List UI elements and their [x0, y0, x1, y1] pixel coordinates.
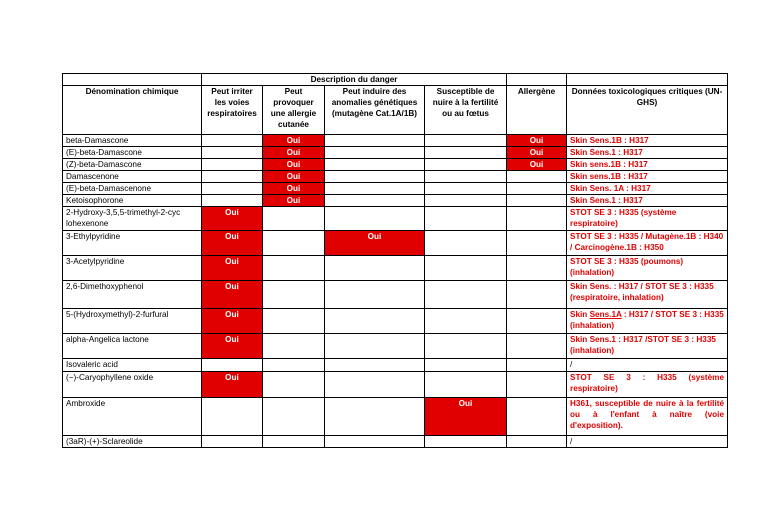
cell-skin-allergy — [263, 334, 325, 359]
flag-respiratory: Oui — [202, 372, 263, 398]
tox-value: Skin Sens.1B : H317 — [567, 135, 728, 147]
cell-mutagenic — [325, 195, 425, 207]
header-mutagenic: Peut induire des anomalies génétiques (mutagène Cat.1A/1B) — [325, 86, 425, 135]
chemical-name: (E)-beta-Damascenone — [63, 183, 202, 195]
chemical-name: (−)-Caryophyllene oxide — [63, 372, 202, 398]
cell-allergen — [507, 309, 567, 334]
tox-value: STOT SE 3 : H335 (système respiratoire) — [567, 372, 728, 398]
cell-allergen — [507, 171, 567, 183]
cell-mutagenic — [325, 135, 425, 147]
table-row — [63, 334, 728, 359]
tox-value: STOT SE 3 : H335 (poumons) (inhalation) — [567, 256, 728, 281]
tox-value: / — [567, 436, 728, 448]
cell-skin-allergy — [263, 359, 325, 372]
cell-respiratory — [202, 398, 263, 436]
tox-value: Skin sens.1B : H317 — [567, 159, 728, 171]
header-chemical-name: Dénomination chimique — [63, 86, 202, 135]
table-row — [63, 159, 728, 171]
chemical-name: 2-Hydroxy-3,5,5-trimethyl-2-cyc lohexenone — [63, 207, 202, 231]
cell-skin-allergy — [263, 372, 325, 398]
cell-skin-allergy — [263, 309, 325, 334]
group-header: Description du danger — [202, 74, 507, 86]
chemical-name: 5-(Hydroxymethyl)-2-furfural — [63, 309, 202, 334]
header-empty-cell — [507, 74, 567, 86]
cell-allergen — [507, 183, 567, 195]
table-row — [63, 256, 728, 281]
cell-mutagenic — [325, 207, 425, 231]
flag-respiratory: Oui — [202, 207, 263, 231]
tox-value: H361, susceptible de nuire à la fertilité ou à l'enfant à naître (voie d'exposition). — [567, 398, 728, 436]
table-row — [63, 281, 728, 309]
table-row — [63, 171, 728, 183]
header-fertility: Susceptible de nuire à la fertilité ou au fœtus — [425, 86, 507, 135]
table-row — [63, 398, 728, 436]
cell-mutagenic — [325, 171, 425, 183]
tox-value: Skin Sens.1 : H317 /STOT SE 3 : H335 (inhalation) — [567, 334, 728, 359]
cell-fertility — [425, 436, 507, 448]
chemical-name: (Z)-beta-Damascone — [63, 159, 202, 171]
cell-fertility — [425, 135, 507, 147]
flag-skin-allergy: Oui — [263, 183, 325, 195]
tox-value — [567, 309, 728, 334]
flag-allergen: Oui — [507, 159, 567, 171]
cell-mutagenic — [325, 281, 425, 309]
tox-value-underlined: Sens.1A — [589, 310, 622, 319]
cell-allergen — [507, 281, 567, 309]
cell-respiratory — [202, 359, 263, 372]
cell-allergen — [507, 195, 567, 207]
group-header-row — [63, 74, 728, 86]
cell-fertility — [425, 256, 507, 281]
cell-respiratory — [202, 159, 263, 171]
flag-skin-allergy: Oui — [263, 147, 325, 159]
flag-respiratory: Oui — [202, 256, 263, 281]
tox-value-part: Skin — [570, 310, 590, 319]
flag-skin-allergy: Oui — [263, 195, 325, 207]
cell-fertility — [425, 231, 507, 256]
table-row — [63, 309, 728, 334]
cell-respiratory — [202, 171, 263, 183]
cell-allergen — [507, 334, 567, 359]
tox-value: / — [567, 359, 728, 372]
flag-respiratory: Oui — [202, 309, 263, 334]
cell-respiratory — [202, 436, 263, 448]
flag-skin-allergy: Oui — [263, 171, 325, 183]
table-row — [63, 183, 728, 195]
chemical-name: beta-Damascone — [63, 135, 202, 147]
chemical-name: 2,6-Dimethoxyphenol — [63, 281, 202, 309]
table-row — [63, 195, 728, 207]
tox-value: Skin Sens.1 : H317 — [567, 147, 728, 159]
cell-mutagenic — [325, 147, 425, 159]
tox-value: Skin Sens. : H317 / STOT SE 3 : H335 (respiratoire, inhalation) — [567, 281, 728, 309]
cell-fertility — [425, 372, 507, 398]
toxicology-table — [62, 73, 728, 448]
header-allergen: Allergène — [507, 86, 567, 135]
cell-respiratory — [202, 195, 263, 207]
chemical-name: alpha-Angelica lactone — [63, 334, 202, 359]
cell-respiratory — [202, 135, 263, 147]
cell-allergen — [507, 207, 567, 231]
cell-skin-allergy — [263, 231, 325, 256]
chemical-name: Ketoisophorone — [63, 195, 202, 207]
cell-fertility — [425, 171, 507, 183]
cell-mutagenic — [325, 309, 425, 334]
tox-value: Skin Sens.1 : H317 — [567, 195, 728, 207]
cell-skin-allergy — [263, 256, 325, 281]
chemical-name: Ambroxide — [63, 398, 202, 436]
cell-mutagenic — [325, 359, 425, 372]
tox-value: STOT SE 3 : H335 (système respiratoire) — [567, 207, 728, 231]
table-row — [63, 231, 728, 256]
cell-allergen — [507, 359, 567, 372]
cell-skin-allergy — [263, 207, 325, 231]
cell-respiratory — [202, 147, 263, 159]
cell-mutagenic — [325, 398, 425, 436]
chemical-name: Isovaleric acid — [63, 359, 202, 372]
cell-skin-allergy — [263, 398, 325, 436]
header-empty-cell — [567, 74, 728, 86]
chemical-name: (3aR)-(+)-Sclareolide — [63, 436, 202, 448]
cell-skin-allergy — [263, 281, 325, 309]
flag-respiratory: Oui — [202, 281, 263, 309]
cell-fertility — [425, 281, 507, 309]
flag-allergen: Oui — [507, 147, 567, 159]
table-row — [63, 147, 728, 159]
flag-fertility: Oui — [425, 398, 507, 436]
chemical-name: Damascenone — [63, 171, 202, 183]
chemical-name: 3-Ethylpyridine — [63, 231, 202, 256]
cell-allergen — [507, 231, 567, 256]
cell-mutagenic — [325, 334, 425, 359]
cell-mutagenic — [325, 436, 425, 448]
chemical-name: (E)-beta-Damascone — [63, 147, 202, 159]
tox-value: STOT SE 3 : H335 / Mutagène.1B : H340 / Carcinogène.1B : H350 — [567, 231, 728, 256]
cell-mutagenic — [325, 256, 425, 281]
header-empty-cell — [63, 74, 202, 86]
cell-mutagenic — [325, 159, 425, 171]
cell-fertility — [425, 309, 507, 334]
tox-value-part: : H317 / STOT SE 3 : H335 (inhalation) — [570, 310, 724, 330]
flag-allergen: Oui — [507, 135, 567, 147]
column-header-row — [63, 86, 728, 135]
cell-fertility — [425, 159, 507, 171]
cell-allergen — [507, 398, 567, 436]
chemical-name: 3-Acetylpyridine — [63, 256, 202, 281]
table-row — [63, 207, 728, 231]
header-skin-allergy: Peut provoquer une allergie cutanée — [263, 86, 325, 135]
cell-fertility — [425, 207, 507, 231]
cell-skin-allergy — [263, 436, 325, 448]
cell-fertility — [425, 147, 507, 159]
cell-allergen — [507, 256, 567, 281]
table-row — [63, 135, 728, 147]
cell-fertility — [425, 183, 507, 195]
cell-mutagenic — [325, 183, 425, 195]
cell-fertility — [425, 359, 507, 372]
cell-fertility — [425, 195, 507, 207]
cell-fertility — [425, 334, 507, 359]
tox-value: Skin Sens. 1A : H317 — [567, 183, 728, 195]
table-row — [63, 436, 728, 448]
header-tox-data: Données toxicologiques critiques (UN-GHS) — [567, 86, 728, 135]
tox-value: Skin sens.1B : H317 — [567, 171, 728, 183]
header-respiratory: Peut irriter les voies respiratoires — [202, 86, 263, 135]
flag-skin-allergy: Oui — [263, 135, 325, 147]
table-row — [63, 372, 728, 398]
flag-mutagenic: Oui — [325, 231, 425, 256]
cell-mutagenic — [325, 372, 425, 398]
cell-allergen — [507, 436, 567, 448]
table-row — [63, 359, 728, 372]
cell-respiratory — [202, 183, 263, 195]
flag-respiratory: Oui — [202, 231, 263, 256]
cell-allergen — [507, 372, 567, 398]
flag-skin-allergy: Oui — [263, 159, 325, 171]
flag-respiratory: Oui — [202, 334, 263, 359]
